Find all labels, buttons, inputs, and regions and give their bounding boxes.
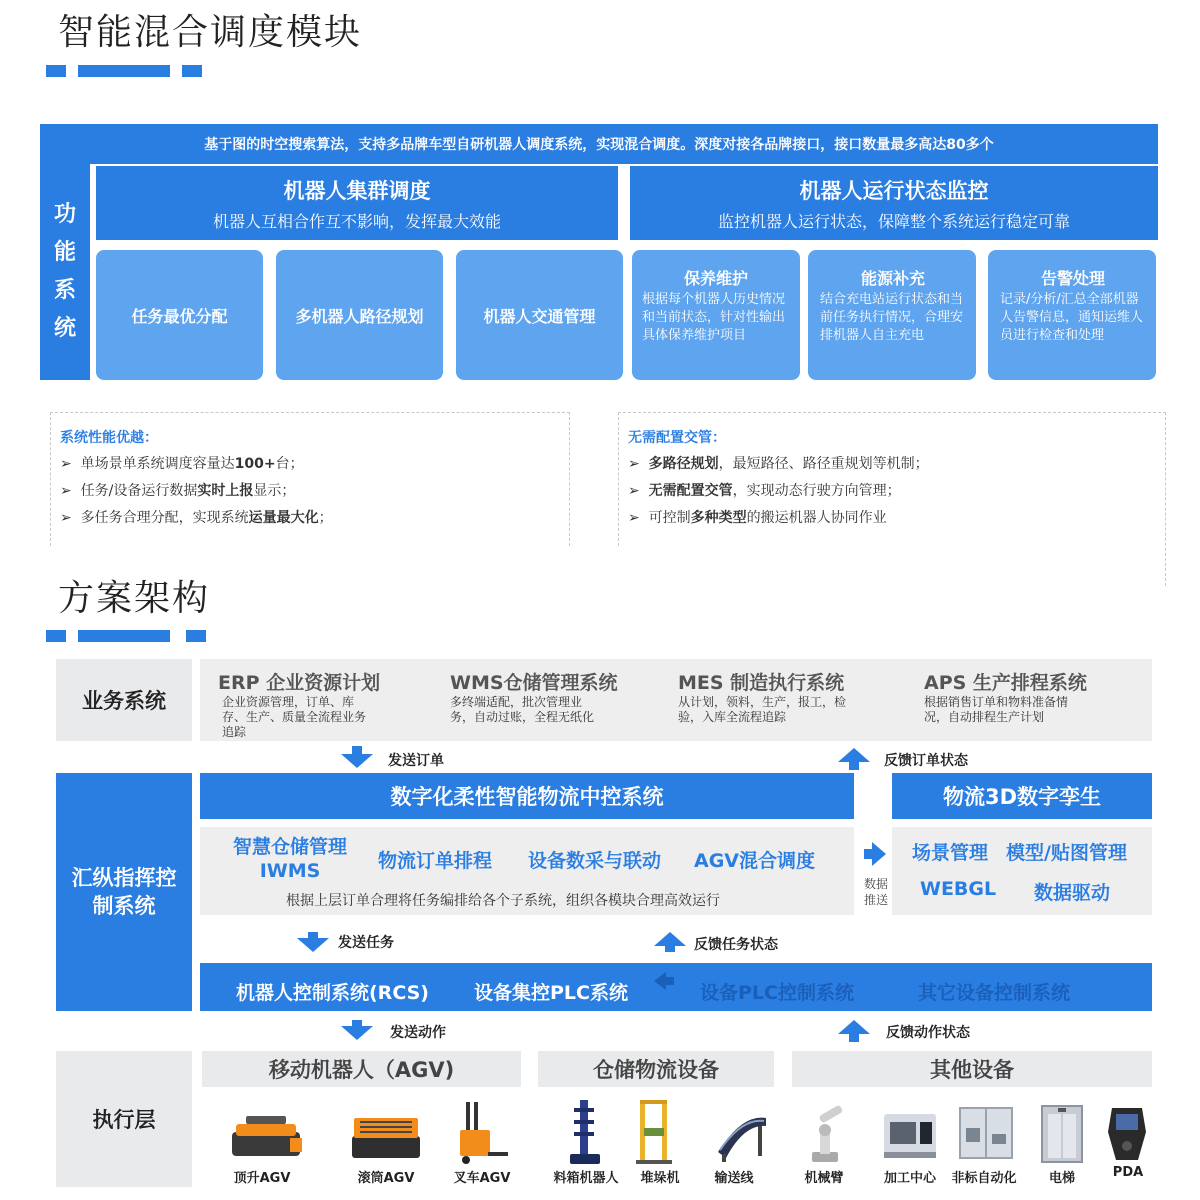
control-system-label: 汇纵指挥控制系统 xyxy=(56,773,192,1011)
title-underline-1 xyxy=(46,630,66,642)
biz-desc: 从计划，领料，生产，报工，检验，入库全流程追踪 xyxy=(678,695,847,724)
device-plc-system: 设备PLC控制系统 xyxy=(700,982,854,1004)
up-arrow-icon xyxy=(654,932,686,946)
roller-agv-icon xyxy=(346,1108,426,1166)
card-task-allocation: 任务最优分配 xyxy=(96,250,263,380)
group-status-monitor xyxy=(630,166,1158,240)
biz-wms xyxy=(450,668,660,725)
group-title: 机器人运行状态监控 xyxy=(799,178,989,203)
device-label: 加工中心 xyxy=(883,1171,936,1186)
biz-title: MES 制造执行系统 xyxy=(678,672,845,694)
card-traffic-management: 机器人交通管理 xyxy=(456,250,623,380)
up-arrow-icon xyxy=(849,762,859,770)
card-desc: 结合充电站运行状态和当前任务执行情况，合理安排机器人自主充电 xyxy=(820,292,964,343)
function-system-label: 功 能 系 统 xyxy=(40,164,90,380)
biz-title: ERP 企业资源计划 xyxy=(218,672,381,694)
group-title: 机器人集群调度 xyxy=(283,178,431,203)
left-arrow-icon xyxy=(654,972,666,990)
forklift-agv-icon xyxy=(452,1100,512,1166)
central-control-desc: 根据上层订单合理将任务编排给各个子系统，组织各模块合理高效运行 xyxy=(286,893,720,909)
adv-title-traffic: 无需配置交管： xyxy=(628,430,726,446)
section-title-architecture: 方案架构 xyxy=(58,578,211,619)
group-other-equipment: 其他设备 xyxy=(792,1051,1152,1087)
device-label: 堆垛机 xyxy=(640,1171,680,1186)
biz-aps xyxy=(924,668,1134,725)
card-title: 能源补充 xyxy=(860,269,925,288)
device-label: 叉车AGV xyxy=(453,1171,511,1186)
title-underline-2 xyxy=(78,65,170,77)
adv-box-left-edge xyxy=(618,412,619,546)
rcs-system: 机器人控制系统(RCS) xyxy=(236,982,429,1004)
flow-feedback-task: 反馈任务状态 xyxy=(694,937,778,953)
card-alarm xyxy=(988,250,1156,380)
machining-center-icon xyxy=(880,1106,940,1162)
flow-feedback-action: 反馈动作状态 xyxy=(886,1025,970,1041)
title-underline-3 xyxy=(182,65,202,77)
biz-title: WMS仓储管理系统 xyxy=(450,672,618,694)
card-desc: 根据每个机器人历史情况和当前状态，针对性输出具体保养维护项目 xyxy=(642,292,786,343)
group-mobile-robots: 移动机器人（AGV) xyxy=(202,1051,521,1087)
adv-item: ➢ 多路径规划，最短路径、路径重规划等机制； xyxy=(628,456,929,472)
up-arrow-icon xyxy=(849,1034,859,1042)
robot-arm-icon xyxy=(800,1100,850,1164)
flow-send-order: 发送订单 xyxy=(388,753,444,769)
conveyor-line-icon xyxy=(712,1104,772,1164)
stacker-crane-icon xyxy=(630,1098,680,1166)
twin-scene-management: 场景管理 xyxy=(912,842,989,864)
business-layer-label: 业务系统 xyxy=(56,659,192,741)
card-path-planning: 多机器人路径规划 xyxy=(276,250,443,380)
right-arrow-icon xyxy=(864,849,872,859)
card-desc: 记录/分析/汇总全部机器人告警信息，通知运维人员进行检查和处理 xyxy=(1000,292,1144,343)
up-arrow-icon xyxy=(665,946,675,952)
device-label: 输送线 xyxy=(714,1171,754,1186)
up-arrow-icon xyxy=(838,1020,870,1034)
group-warehouse-equipment: 仓储物流设备 xyxy=(538,1051,774,1087)
adv-item: ➢ 多任务合理分配，实现系统运量最大化； xyxy=(60,510,333,526)
down-arrow-icon xyxy=(341,754,373,768)
biz-erp xyxy=(218,668,428,740)
data-push-label: 数据推送 xyxy=(863,877,888,907)
card-title: 告警处理 xyxy=(1040,269,1105,288)
execution-layer-label: 执行层 xyxy=(56,1051,192,1187)
central-control-title: 数字化柔性智能物流中控系统 xyxy=(200,773,854,819)
adv-item: ➢ 无需配置交管，实现动态行驶方向管理； xyxy=(628,483,901,499)
jacking-agv-icon xyxy=(226,1110,306,1166)
device-label: PDA xyxy=(1112,1165,1144,1180)
device-label: 顶升AGV xyxy=(233,1171,291,1186)
device-label: 料箱机器人 xyxy=(553,1171,619,1186)
module-device-linkage: 设备数采与联动 xyxy=(528,850,662,872)
plc-central-system: 设备集控PLC系统 xyxy=(474,982,628,1004)
device-label: 非标自动化 xyxy=(951,1171,1017,1186)
card-energy xyxy=(808,250,976,380)
right-arrow-icon xyxy=(872,842,886,866)
down-arrow-icon xyxy=(297,938,329,952)
left-arrow-icon xyxy=(666,977,674,985)
group-subtitle: 监控机器人运行状态，保障整个系统运行稳定可靠 xyxy=(717,211,1070,231)
adv-item: ➢ 单场景单系统调度容量达100+台； xyxy=(60,456,304,472)
down-arrow-icon xyxy=(352,746,362,754)
twin-data-driven: 数据驱动 xyxy=(1034,882,1111,904)
title-underline-1 xyxy=(46,65,66,77)
down-arrow-icon xyxy=(341,1026,373,1040)
device-label: 电梯 xyxy=(1048,1171,1075,1186)
title-underline-3 xyxy=(186,630,206,642)
device-label: 滚筒AGV xyxy=(357,1171,415,1186)
module-order-scheduling: 物流订单排程 xyxy=(378,850,493,872)
twin-model-management: 模型/贴图管理 xyxy=(1006,842,1127,864)
biz-desc: 企业资源管理，订单、库存、生产、质量全流程业务追踪 xyxy=(222,695,367,739)
banner: 基于图的时空搜索算法，支持多品牌车型自研机器人调度系统，实现混合调度。深度对接各品牌接口，接口数量最多高达80多个 xyxy=(40,124,1158,164)
biz-mes xyxy=(678,668,888,725)
twin-webgl: WEBGL xyxy=(920,878,997,900)
up-arrow-icon xyxy=(838,748,870,762)
bin-robot-icon xyxy=(562,1098,612,1166)
non-standard-automation-icon xyxy=(956,1104,1016,1164)
adv-item: ➢ 任务/设备运行数据实时上报显示； xyxy=(60,483,296,499)
group-subtitle: 机器人互相合作互不影响，发挥最大效能 xyxy=(212,211,501,231)
card-title: 保养维护 xyxy=(683,269,748,288)
module-iwms: 智慧仓储管理IWMS xyxy=(232,836,347,882)
digital-twin-title: 物流3D数字孪生 xyxy=(892,773,1152,819)
module-agv-scheduling: AGV混合调度 xyxy=(694,850,816,872)
section-title-scheduling: 智能混合调度模块 xyxy=(58,12,363,53)
device-label: 机械臂 xyxy=(804,1171,844,1186)
flow-send-action: 发送动作 xyxy=(390,1025,446,1041)
pda-icon xyxy=(1102,1102,1152,1164)
other-device-control: 其它设备控制系统 xyxy=(918,982,1071,1004)
title-underline-2 xyxy=(78,630,170,642)
biz-title: APS 生产排程系统 xyxy=(924,672,1087,694)
biz-desc: 多终端适配，批次管理业务，自动过账，全程无纸化 xyxy=(450,695,595,724)
adv-title-performance: 系统性能优越： xyxy=(60,430,158,446)
flow-send-task: 发送任务 xyxy=(338,935,394,951)
card-maintenance xyxy=(632,250,800,380)
elevator-icon xyxy=(1040,1104,1084,1164)
group-cluster-scheduling xyxy=(96,166,618,240)
biz-desc: 根据销售订单和物料准备情况，自动排程生产计划 xyxy=(924,695,1069,724)
adv-item: ➢ 可控制多种类型的搬运机器人协同作业 xyxy=(628,510,887,526)
flow-feedback-order: 反馈订单状态 xyxy=(884,753,968,769)
